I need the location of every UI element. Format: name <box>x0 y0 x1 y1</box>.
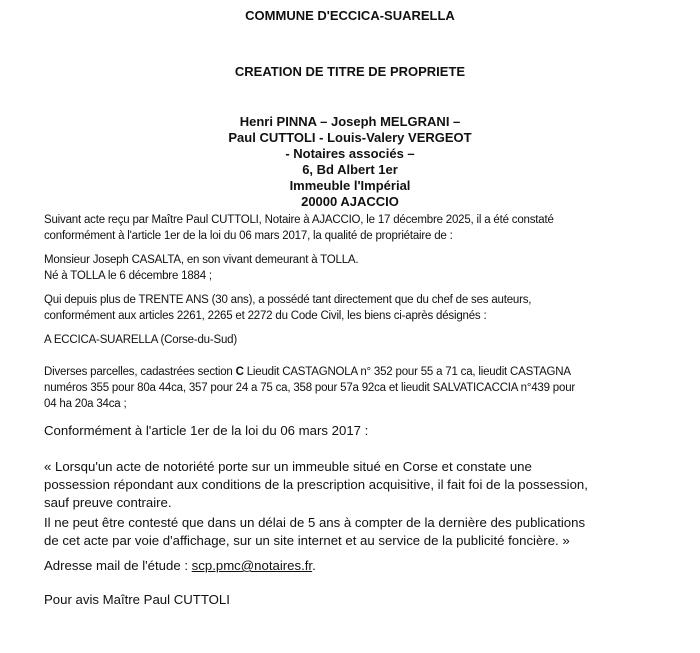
paragraph-owner <box>44 252 684 284</box>
paragraph-possession <box>44 292 684 324</box>
email-label: Adresse mail de l'étude : <box>44 558 192 573</box>
text-line: Né à TOLLA le 6 décembre 1884 ; <box>44 270 212 282</box>
email-link[interactable]: scp.pmc@notaires.fr <box>191 558 313 573</box>
address-line: Immeuble l'Impérial <box>289 178 411 193</box>
notaries-role: - Notaires associés – <box>285 146 415 161</box>
commune-title: COMMUNE D'ECCICA-SUARELLA <box>245 8 455 23</box>
text-line: conformément à l'article 1er de la loi du 06 mars 2017, la qualité de propriétaire de : <box>44 230 453 242</box>
text-line: 04 ha 20a 34ca ; <box>44 398 127 410</box>
text-line <box>44 364 684 380</box>
paragraph-law: Conformément à l'article 1er de la loi du 06 mars 2017 : <box>44 423 369 438</box>
text-line: possession répondant aux conditions de la prescription acquisitive, il fait foi de la possession, <box>44 477 588 492</box>
text-line: numéros 355 pour 80a 44ca, 357 pour 24 a 75 ca, 358 pour 57a 92ca et lieudit SALVATICACCIA n°439 pour <box>44 382 576 394</box>
address-line: 6, Bd Albert 1er <box>302 162 398 177</box>
paragraph-act <box>44 212 684 244</box>
paragraph-contest <box>44 514 684 550</box>
section-letter: C <box>235 366 244 378</box>
address-line: 20000 AJACCIO <box>301 194 399 209</box>
signature: Pour avis Maître Paul CUTTOLI <box>44 592 230 607</box>
text: Lieudit CASTAGNOLA n° 352 pour 55 a 71 ca, lieudit CASTAGNA <box>243 366 571 378</box>
text-line: Monsieur Joseph CASALTA, en son vivant demeurant à TOLLA. <box>44 254 359 266</box>
text-line: « Lorsqu'un acte de notoriété porte sur un immeuble situé en Corse et constate une <box>44 459 532 474</box>
text-line: Il ne peut être contesté que dans un délai de 5 ans à compter de la dernière des publications <box>44 515 586 530</box>
text-line: Suivant acte reçu par Maître Paul CUTTOLI, Notaire à AJACCIO, le 17 décembre 2025, il a été constaté <box>44 214 554 226</box>
text: Diverses parcelles, cadastrées section <box>44 366 236 378</box>
notary-header <box>0 114 700 210</box>
email-line <box>44 557 684 575</box>
text-line: conformément aux articles 2261, 2265 et 2272 du Code Civil, les biens ci-après désignés : <box>44 310 487 322</box>
text-line: de cet acte par voie d'affichage, sur un site internet et au service de la publicité foncière. » <box>44 533 570 548</box>
text-line: sauf preuve contraire. <box>44 495 172 510</box>
document-title: CREATION DE TITRE DE PROPRIETE <box>234 64 466 79</box>
text-line: Qui depuis plus de TRENTE ANS (30 ans), a possédé tant directement que du chef de ses auteurs, <box>44 294 532 306</box>
paragraph-parcels <box>44 364 684 412</box>
paragraph-quote <box>44 458 684 512</box>
notaries-line: Paul CUTTOLI - Louis-Valery VERGEOT <box>228 130 472 145</box>
text: . <box>312 558 316 573</box>
notaries-line: Henri PINNA – Joseph MELGRANI – <box>239 114 461 129</box>
paragraph-location: A ECCICA-SUARELLA (Corse-du-Sud) <box>44 334 238 346</box>
